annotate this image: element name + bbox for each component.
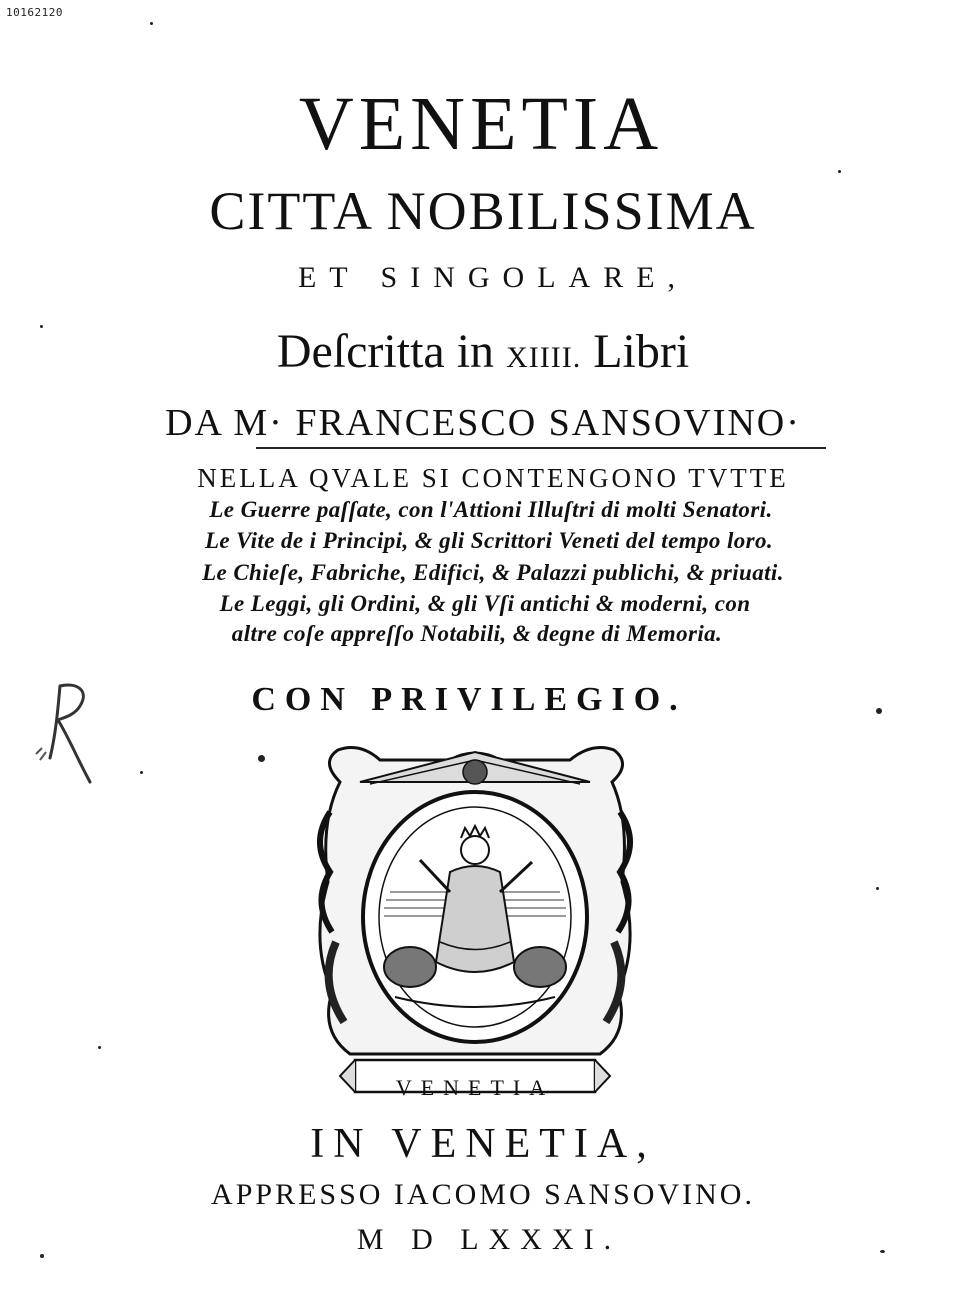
speck (876, 708, 882, 714)
speck (40, 325, 43, 328)
descritta-line (0, 325, 966, 378)
contents-line: altre coſe appreſſo Notabili, & degne di Memoria. (231, 621, 723, 646)
privilege-line: CON PRIVILEGIO. (251, 681, 687, 718)
imprint-date: M D LXXXI. (356, 1223, 622, 1256)
author-line (0, 404, 966, 442)
descritta-post: Libri (581, 325, 690, 378)
author-rule (256, 447, 826, 449)
handwritten-r-mark-icon (28, 678, 98, 788)
contents-line: Le Vite de i Principi, & gli Scrittori Veneti del tempo loro. (204, 528, 774, 553)
contents-line: Le Chieſe, Fabriche, Edifici, & Palazzi publichi, & priuati. (202, 560, 784, 585)
imprint-place: IN VENETIA, (310, 1121, 656, 1167)
title-subtitle: CITTA NOBILISSIMA (209, 181, 757, 241)
descritta-pre: Deſcritta in (276, 325, 507, 378)
catalog-id: 10162120 (6, 6, 63, 19)
speck (838, 170, 841, 173)
descritta-number: XIIII. (506, 341, 582, 374)
speck (258, 755, 265, 762)
author-name: FRANCESCO SANSOVINO· (295, 402, 801, 444)
printer-device-venetia-allegory-icon (300, 742, 650, 1102)
title-subtitle-2: ET SINGOLARE, (297, 261, 689, 294)
author-prefix: DA M· (165, 402, 296, 444)
contents-line: Le Guerre paſſate, con l'Attioni Illuſtri di molti Senatori. (209, 497, 773, 522)
printer-device (300, 742, 650, 1102)
speck (876, 887, 879, 890)
speck (98, 1046, 101, 1049)
contents-line: Le Leggi, gli Ordini, & gli Vſi antichi & moderni, con (219, 591, 751, 616)
speck (880, 1250, 885, 1253)
speck (150, 22, 153, 25)
speck (40, 1254, 44, 1258)
speck (140, 771, 143, 774)
title-main: VENETIA (298, 82, 664, 166)
device-caption: VENETIA (395, 1075, 555, 1100)
contents-heading: NELLA QVALE SI CONTENGONO TVTTE (197, 463, 789, 493)
imprint-printer: APPRESSO IACOMO SANSOVINO. (211, 1178, 755, 1211)
